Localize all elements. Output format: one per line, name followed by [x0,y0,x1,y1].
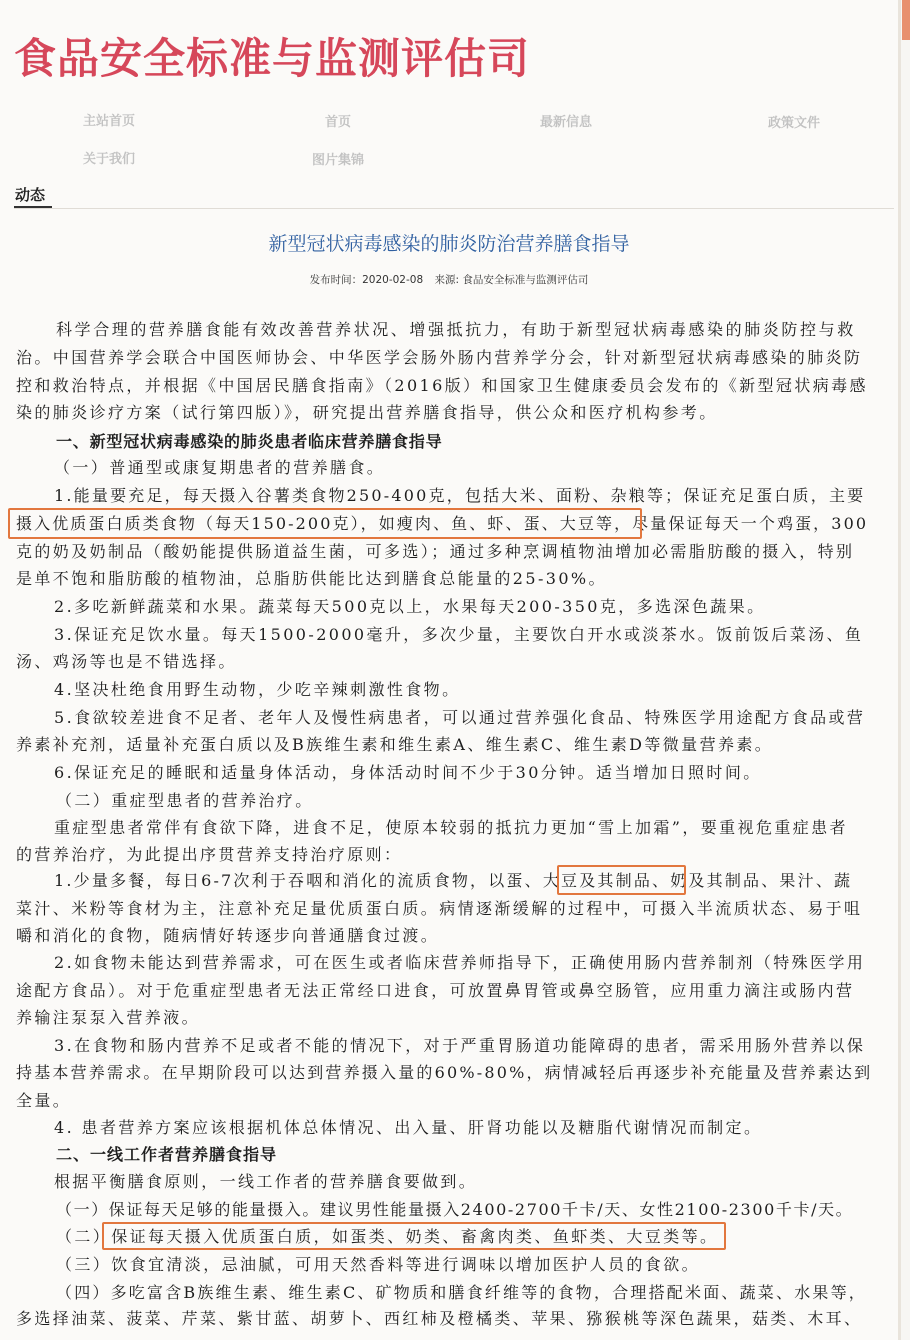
meta-date [310,274,424,286]
section-heading: 一、新型冠状病毒感染的肺炎患者临床营养膳食指导 [56,432,443,451]
meta-source-value: 食品安全标准与监测评估司 [462,274,589,286]
paragraph-line: 2.多吃新鲜蔬菜和水果。蔬菜每天500克以上，水果每天200-350克，多选深色蔬果。 [54,597,766,616]
paragraph-line: 控和救治特点，并根据《中国居民膳食指南》（2016版）和国家卫生健康委员会发布的《新型冠状病毒感 [16,376,868,395]
nav-gallery[interactable]: 图片集锦 [312,153,365,168]
paragraph-line: 摄入优质蛋白质类食物（每天150-200克），如瘦肉、鱼、虾、蛋、大豆等，尽量保证每天一个鸡蛋，300 [16,514,869,533]
site-title: 食品安全标准与监测评估司 [14,34,531,83]
paragraph-line: 1.能量要充足，每天摄入谷薯类食物250-400克，包括大米、面粉、杂粮等；保证充足蛋白质，主要 [54,486,866,505]
meta-date-label: 发布时间： [309,274,363,286]
highlight-quality-protein [102,1222,726,1250]
highlight-soy-products [557,865,686,895]
paragraph-line: 菜汁、米粉等食材为主，注意补充足量优质蛋白质。病情逐渐缓解的过程中，可摄入半流质状态、易于咀 [16,899,863,918]
paragraph-line: 科学合理的营养膳食能有效改善营养状况、增强抵抗力，有助于新型冠状病毒感染的肺炎防控与救 [56,320,856,339]
paragraph-line: 3.在食物和肠内营养不足或者不能的情况下，对于严重胃肠道功能障碍的患者，需采用肠外营养以保 [54,1036,866,1055]
paragraph-line: 5.食欲较差进食不足者、老年人及慢性病患者，可以通过营养强化食品、特殊医学用途配方食品或营 [54,708,866,727]
paragraph-line: （一）保证每天足够的能量摄入。建议男性能量摄入2400-2700千卡/天、女性2100-2300千卡/天。 [56,1200,854,1219]
section-heading: 二、一线工作者营养膳食指导 [56,1145,278,1164]
paragraph-line: 嚼和消化的食物，随病情好转逐步向普通膳食过渡。 [16,926,440,945]
nav-home[interactable]: 首页 [325,115,352,130]
paragraph-line: 克的奶及奶制品（酸奶能提供肠道益生菌，可多选）；通过多种烹调植物油增加必需脂肪酸的摄入，特别 [16,542,855,561]
paragraph-line: 4. 患者营养方案应该根据机体总体情况、出入量、肝肾功能以及糖脂代谢情况而制定。 [54,1118,763,1137]
paragraph-line: 持基本营养需求。在早期阶段可以达到营养摄入量的60%-80%，病情减轻后再逐步补充能量及营养素达到 [16,1063,873,1082]
nav-policy-docs[interactable]: 政策文件 [768,116,821,131]
paragraph-line: 1.少量多餐，每日6-7次利于吞咽和消化的流质食物，以蛋、大豆及其制品、奶及其制品、果汁、蔬 [54,871,853,890]
meta-source [434,274,588,286]
highlight-protein-foods [8,508,642,539]
paragraph-line: 3.保证充足饮水量。每天1500-2000毫升，多次少量，主要饮白开水或淡茶水。饭前饭后菜汤、鱼 [54,625,864,644]
paragraph-line: （一）普通型或康复期患者的营养膳食。 [54,458,386,477]
meta-source-label: 来源: [434,274,460,286]
paragraph-line: 重症型患者常伴有食欲下降，进食不足，使原本较弱的抵抗力更加“雪上加霜”，要重视危重症患者 [54,818,848,837]
nav-about-us[interactable]: 关于我们 [83,152,136,167]
paragraph-line: 2.如食物未能达到营养需求，可在医生或者临床营养师指导下，正确使用肠内营养制剂（特殊医学用 [54,953,866,972]
article-title: 新型冠状病毒感染的肺炎防治营养膳食指导 [268,233,630,255]
paragraph-line: （二）保证每天摄入优质蛋白质，如蛋类、奶类、畜禽肉类、鱼虾类、大豆类等。 [56,1227,719,1246]
meta-date-value: 2020-02-08 [362,274,424,286]
paragraph-line: 全量。 [16,1091,72,1110]
paragraph-line: （二）重症型患者的营养治疗。 [56,791,314,810]
nav-latest-news[interactable]: 最新信息 [540,115,593,130]
paragraph-line: 汤、鸡汤等也是不错选择。 [16,652,237,671]
paragraph-line: 的营养治疗，为此提出序贯营养支持治疗原则： [16,845,403,864]
paragraph-line: （三）饮食宜清淡，忌油腻，可用天然香料等进行调味以增加医护人员的食欲。 [56,1255,701,1274]
nav-home-portal[interactable]: 主站首页 [83,114,136,129]
paragraph-line: 6.保证充足的睡眠和适量身体活动，身体活动时间不少于30分钟。适当增加日照时间。 [54,763,762,782]
paragraph-line: 染的肺炎诊疗方案（试行第四版）》，研究提出营养膳食指导，供公众和医疗机构参考。 [16,403,718,422]
article-meta [0,272,898,287]
section-divider [14,208,894,209]
section-label: 动态 [15,186,46,204]
paragraph-line: 养输注泵泵入营养液。 [16,1008,201,1027]
paragraph-line: 是单不饱和脂肪酸的植物油，总脂肪供能比达到膳食总能量的25-30%。 [16,569,607,588]
paragraph-line: 根据平衡膳食原则，一线工作者的营养膳食要做到。 [54,1172,478,1191]
paragraph-line: 4.坚决杜绝食用野生动物，少吃辛辣刺激性食物。 [54,680,461,699]
page-edge-mark [902,0,910,40]
paragraph-line: 治。中国营养学会联合中国医师协会、中华医学会肠外肠内营养学分会，针对新型冠状病毒感染的肺炎防 [16,348,863,367]
paragraph-line: 途配方食品）。对于危重症型患者无法正常经口进食，可放置鼻胃管或鼻空肠管，应用重力滴注或肠内营 [16,981,855,1000]
paragraph-line: （四）多吃富含B族维生素、维生素C、矿物质和膳食纤维等的食物，合理搭配米面、蔬菜、水果等， [56,1283,868,1302]
paragraph-line: 多选择油菜、菠菜、芹菜、紫甘蓝、胡萝卜、西红柿及橙橘类、苹果、猕猴桃等深色蔬果，菇类、木耳、 [16,1309,863,1328]
paragraph-line: 养素补充剂，适量补充蛋白质以及B族维生素和维生素A、维生素C、维生素D等微量营养素。 [16,735,774,754]
